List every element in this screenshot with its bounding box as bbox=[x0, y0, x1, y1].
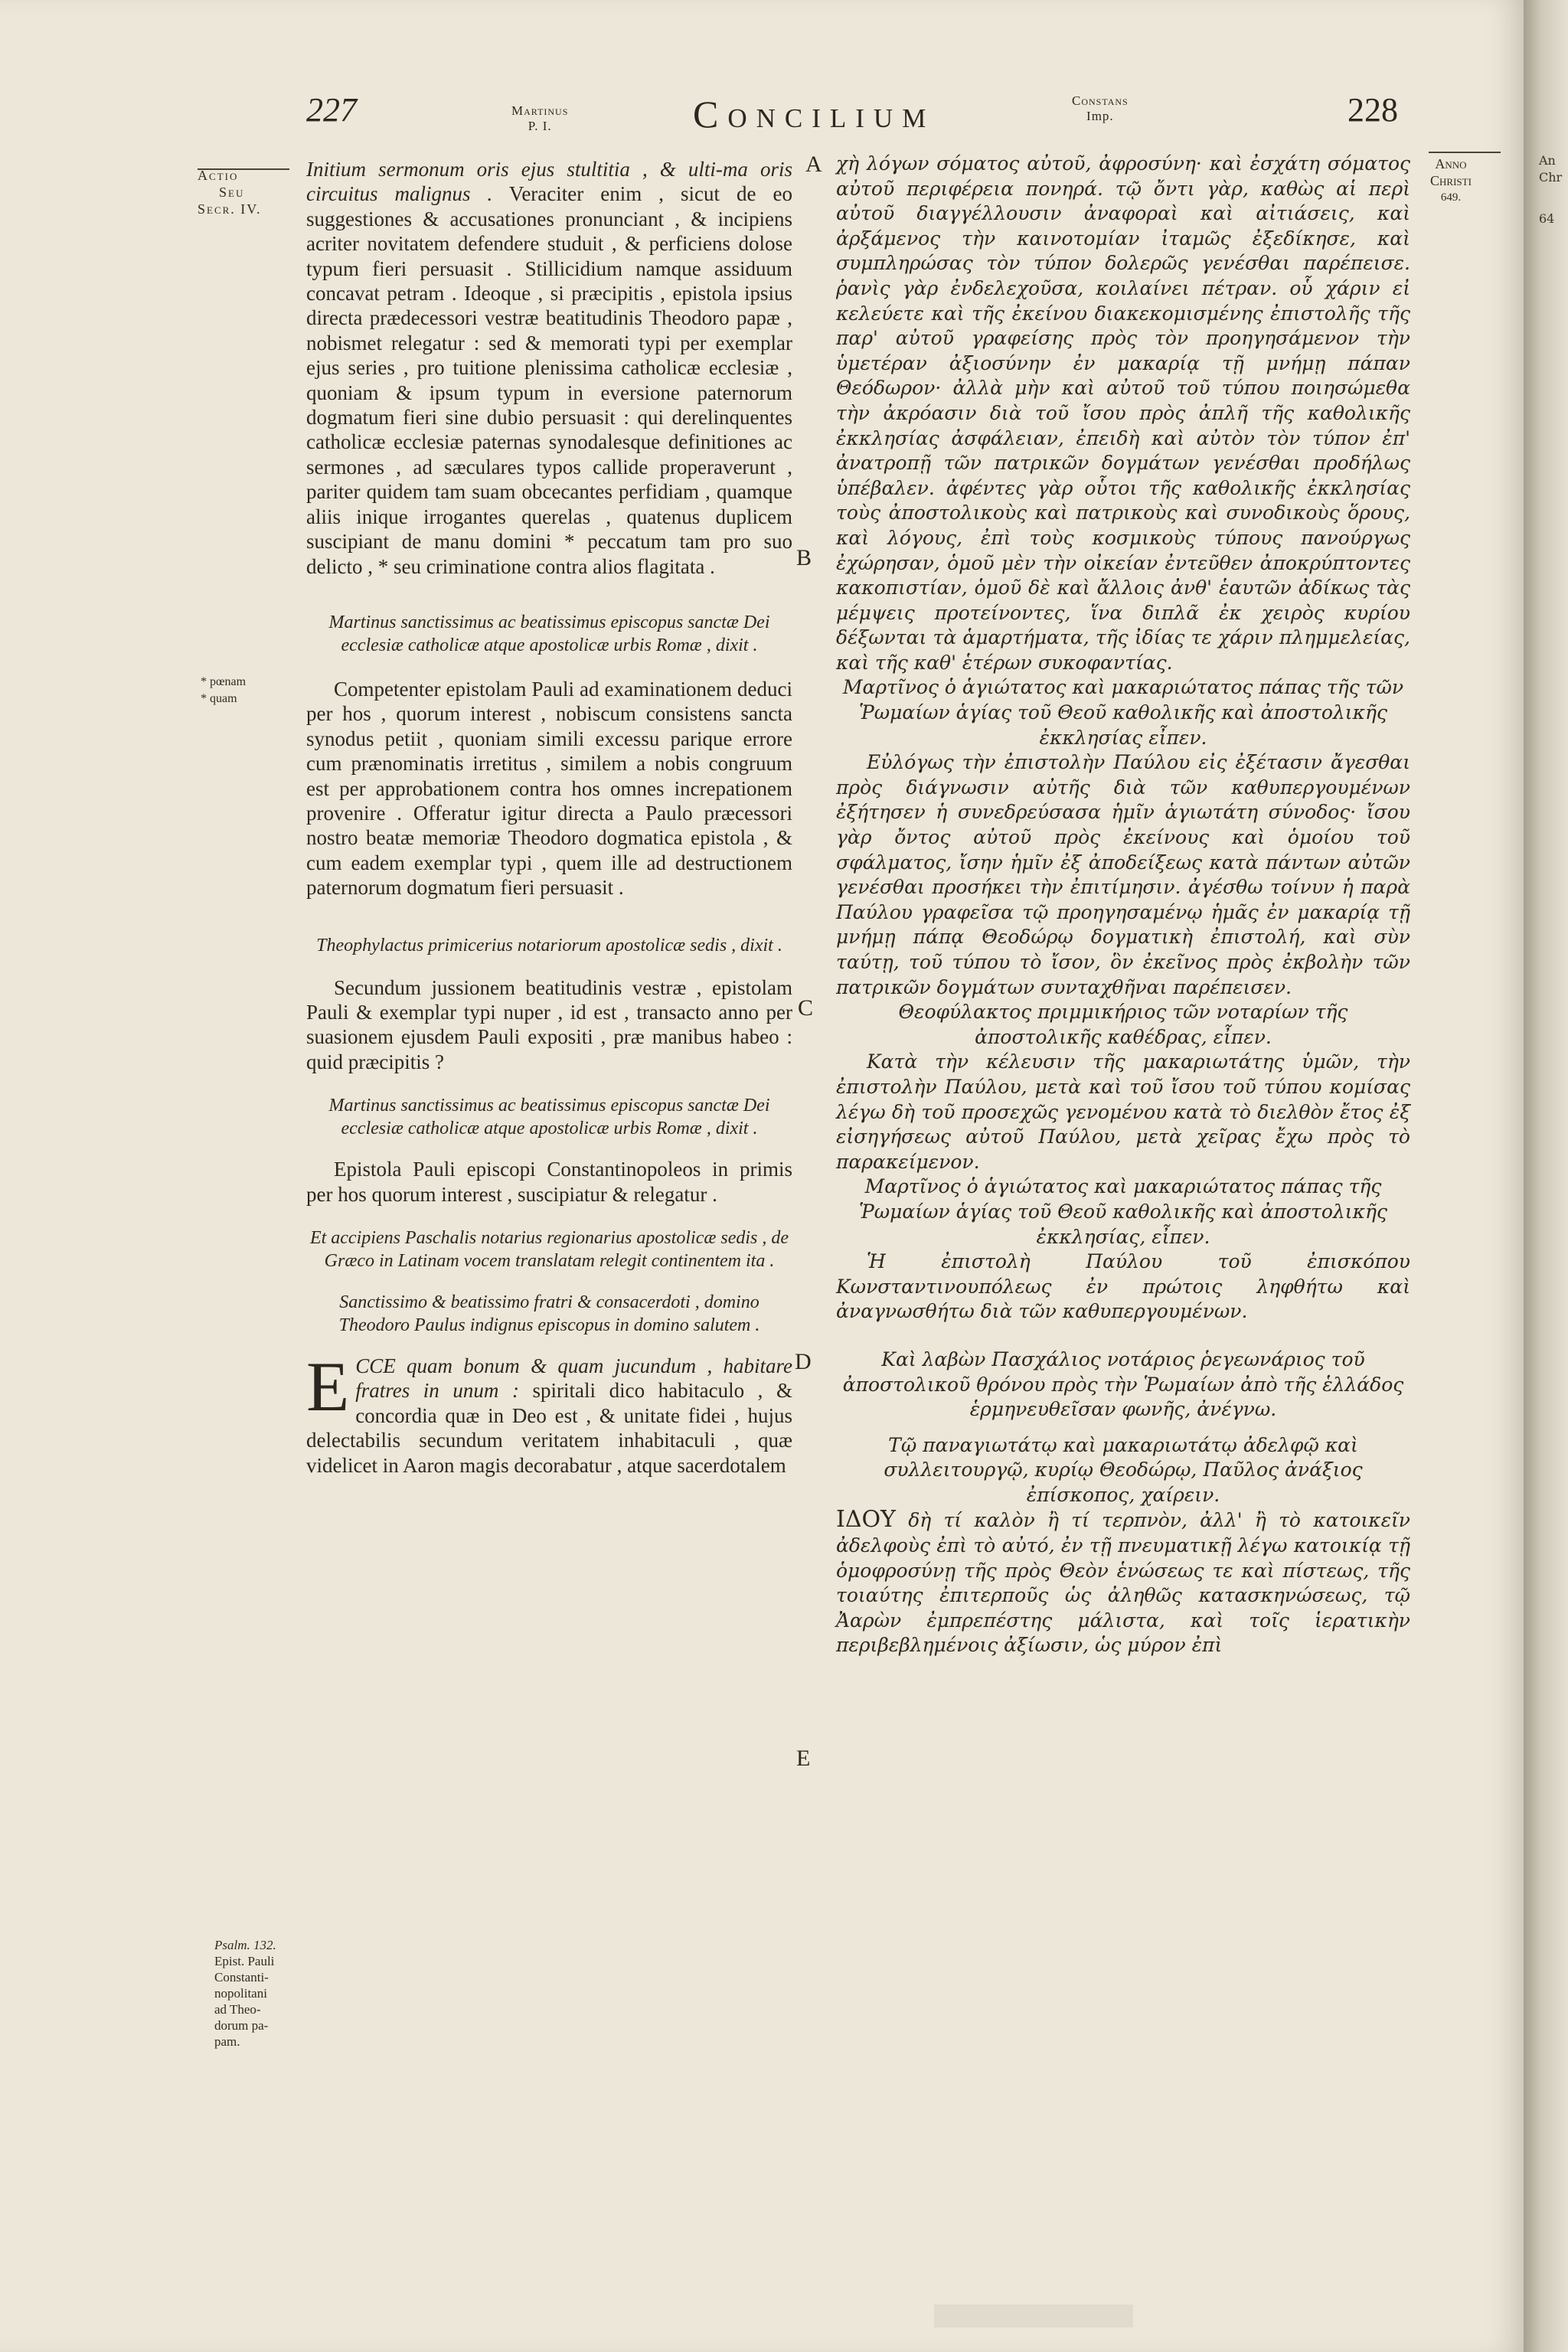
latin-psalm-quote: CCE quam bonum & quam jucundum , habitare fratres in unum : bbox=[355, 1354, 792, 1403]
latin-text: spiritali dico habitaculo , & concordia quæ in Deo est , & unitate fidei , hujus delectabilis secundum veritatem inhabitaculi , quæ videlicet in Aaron magis decorabatur , atque sacerdotalem bbox=[306, 1379, 793, 1477]
latin-paragraph-4: Epistola Pauli episcopi Constantinopoleos in primis per hos quorum interest , suscipiatur & relegatur . bbox=[306, 1158, 792, 1206]
greek-heading-martinus-2: Μαρτῖνος ὁ ἁγιώτατος καὶ μακαριώτατος πάπας τῆς Ῥωμαίων ἁγίας τοῦ Θεοῦ καθολικῆς καὶ ἀποστολικῆς ἐκκλησίας, εἶπεν. bbox=[859, 1175, 1387, 1248]
margin-psalm-reference: Psalm. 132. Epist. Pauli Constanti- nopolitani ad Theo- dorum pa- pam. bbox=[214, 1938, 276, 2049]
margin-anno: Anno Christi 649. bbox=[1430, 156, 1472, 204]
facing-page-edge bbox=[1524, 0, 1568, 2352]
latin-quote: Initium sermonum oris ejus stultitia , & ulti-ma oris circuitus malignus . bbox=[306, 158, 792, 206]
running-head-martinus: Martinus P. I. bbox=[511, 103, 569, 133]
section-marker-b: B bbox=[796, 545, 812, 570]
greek-column bbox=[836, 152, 1410, 1658]
greek-heading-paschalis: Καὶ λαβὼν Πασχάλιος νοτάριος ῥεγεωνάριος τοῦ ἀποστολικοῦ θρόνου πρὸς τὴν Ῥωμαίων ἀπὸ τῆς ἑλλάδος ἑρμηνευθεῖσαν φωνῆς, ἀνέγνω. bbox=[842, 1348, 1404, 1421]
latin-paragraph-5 bbox=[306, 1348, 793, 1478]
latin-text: Veraciter enim , sicut de eo suggestiones & accusationes pronunciant , & incipiens acriter novitatem defendere studuit , & perficiens dolose typum fieri persuasit . Stillicidium namque assiduum concavat petram . Ideoque , si præcipitis , epistola ipsius directa prædecessori vestræ beatitudinis Theodoro papæ , nobismet relegatur : sed & memorati typi per exemplar ejus series , pro tuitione plenissima catholicæ ecclesiæ , quoniam & ipsum typum in eversione paternorum dogmatum fieri sine dubio persuasit : qui derelinquentes catholicæ ecclesiæ paternas synodalesque definitiones ac sermones , ad sæculares typos callide properaverunt , pariter quidem tam suam obcecantes perfidiam , quamque aliis inique irrogantes querelas , quatenus duplicem suscipiant de manu domini * peccatum tam pro suo delicto , * seu criminatione contra alios flagitata . bbox=[306, 182, 792, 578]
section-marker-e: E bbox=[796, 1746, 811, 1771]
section-marker-a: A bbox=[805, 152, 822, 177]
strip-year: 64 bbox=[1539, 211, 1555, 226]
greek-paragraph-5 bbox=[836, 1508, 1410, 1658]
greek-paragraph-1: χὴ λόγων σόματος αὐτοῦ, ἀφροσύνη· καὶ ἐσχάτη σόματος αὐτοῦ περιφέρεια πονηρά. τῷ ὄντι γὰρ, καθὼς αἱ περὶ αὐτοῦ διαγγέλλουσιν ἀναφοραὶ καὶ αἰτιάσεις, καὶ ἀρξάμενος τὴν καινοτομίαν ἰταμῶς ἐξεδίκησε, καὶ συμπληρώσας τὸν τύπον δολερῶς γενέσθαι παρέπεισε. ῥανὶς γὰρ ἐνδελεχοῦσα, κοιλαίνει πέτραν. οὗ χάριν εἰ κελεύετε καὶ τῆς ἐκείνου διακεκομισμένης ἐπιστολῆς τῆς παρ' αὐτοῦ γραφείσης πρὸς τὸν προηγησάμενον τὴν ὑμετέραν ἀξιοσύνην ἐν μακαρίᾳ τῇ μνήμῃ πάπαν Θεόδωρον· ἀλλὰ μὴν καὶ αὐτοῦ τοῦ τύπου ποιησώμεθα τὴν ἀκρόασιν διὰ τοῦ ἴσου πρὸς ἀπλῆ τῆς καθολικῆς ἐκκλησίας ἀσφάλειαν, ἐπειδὴ καὶ αὐτὸν τὸν τύπον ἐπ' ἀνατροπῇ τῶν πατρικῶν δογμάτων γενέσθαι προδήλως ὑπέβαλεν. ἀφέντες γὰρ οὗτοι τῆς καθολικῆς ἐκκλησίας τοὺς ἀποστολικοὺς καὶ πατρικοὺς καὶ συνοδικοὺς ὅρους, καὶ λόγους, ἐπὶ τοὺς κοσμικοὺς τύπους πανούργως ἐχώρησαν, ὁμοῦ μὲν τὴν οἰκείαν ἐντεῦθεν ἀποκρύπτοντες κακοπιστίαν, ὁμοῦ δὲ καὶ ἄλλοις ἀνθ' ἑαυτῶν ἀδίκως τὰς μέμψεις προτείνοντες, ἵνα διπλᾶ ἐκ χειρὸς κυρίου δέξωνται τὰ ἁμαρτήματα, τῆς ἰδίας τε χάριν πλημμελείας, καὶ τῆς καθ' ἑτέρων συκοφαντίας. bbox=[836, 152, 1410, 674]
speaker-heading-martinus-2: Martinus sanctissimus ac beatissimus episcopus sanctæ Dei ecclesiæ catholicæ atque apostolicæ urbis Romæ , dixit . bbox=[328, 1096, 770, 1139]
page-number-right: 228 bbox=[1348, 91, 1398, 129]
section-marker-d: D bbox=[795, 1349, 812, 1374]
letter-salutation: Sanctissimo & beatissimo fratri & consacerdoti , domino Theodoro Paulus indignus episcopus in domino salutem . bbox=[338, 1292, 760, 1335]
latin-paragraph-3: Secundum jussionem beatitudinis vestræ , epistolam Pauli & exemplar typi nuper , id est , transacto anno per suasionem ejusdem Pauli expositi , præ manibus habeo : quid præcipitis ? bbox=[306, 975, 792, 1073]
latin-paragraph-2: Competenter epistolam Pauli ad examinationem deduci per hos , quorum interest , nobiscum consistens sancta synodus petiit , quoniam simili excessu parique errore cum prænominatis irretitus , similem a nobis congruum est per approbationem contra hos omnes increpationem provenire . Offeratur igitur directa a Paulo præcessori nostro beatæ memoriæ Theodoro dogmatica epistola , & cum eadem exemplar typi , quem ille ad destructionem paternorum dogmatum fieri persuasit . bbox=[306, 677, 792, 900]
greek-heading-martinus: Μαρτῖνος ὁ ἁγιώτατος καὶ μακαριώτατος πάπας τῆς τῶν Ῥωμαίων ἁγίας τοῦ Θεοῦ καθολικῆς καὶ ἀποστολικῆς ἐκκλησίας εἶπεν. bbox=[842, 676, 1404, 749]
page-number-left: 227 bbox=[306, 91, 357, 129]
strip-anno: An bbox=[1539, 153, 1556, 168]
greek-paragraph-2: Εὐλόγως τὴν ἐπιστολὴν Παύλου εἰς ἐξέτασιν ἄγεσθαι πρὸς διάγνωσιν αὐτῆς διὰ τῶν καθυπεργουμένων ἐξήτησεν ἡ συνεδρεύσασα ἡμῖν ἁγιωτάτη σύνοδος· ἴσου γὰρ ὄντος αὐτοῦ πρὸς ἐκείνους καὶ ὁμοίου τοῦ σφάλματος, ἴσην ἡμῖν ἐξ ἀποδείξεως κατὰ πάντων αὐτῶν γενέσθαι προσήκει τὴν ἐπιτίμησιν. ἀγέσθω τοίνυν ἡ παρὰ Παύλου γραφεῖσα τῷ προηγησαμένῳ ἡμᾶς ἐν μακαρίᾳ τῇ μνήμῃ πάπᾳ Θεοδώρῳ δογματικὴ ἐπιστολή, καὶ σὺν ταύτῃ, τοῦ τύπου τὸ ἴσον, ὃν ἐκεῖνος πρὸς ἐκβολὴν τῶν πατρικῶν δογμάτων συνταχθῆναι παρέπεισεν. bbox=[836, 751, 1410, 998]
speaker-heading-theophylactus: Theophylactus primicerius notariorum apostolicæ sedis , dixit . bbox=[316, 935, 782, 956]
rule bbox=[1429, 152, 1501, 153]
greek-heading-theophylactus: Θεοφύλακτος πριμμικήριος τῶν νοταρίων τῆς ἀποστολικῆς καθέδρας, εἶπεν. bbox=[898, 1001, 1348, 1048]
latin-column bbox=[306, 157, 792, 1478]
greek-salutation: Τῷ παναγιωτάτῳ καὶ μακαριωτάτῳ ἀδελφῷ καὶ συλλειτουργῷ, κυρίῳ Θεοδώρῳ, Παῦλος ἀνάξιος ἐπίσκοπος, χαίρειν. bbox=[884, 1433, 1363, 1506]
greek-paragraph-4: Ἡ ἐπιστολὴ Παύλου τοῦ ἐπισκόπου Κωνσταντινουπόλεως ἐν πρώτοις ληφθήτω καὶ ἀναγνωσθήτω διὰ τῶν καθυπεργουμένων. bbox=[836, 1250, 1410, 1323]
speaker-heading-paschalis: Et accipiens Paschalis notarius regionarius apostolicæ sedis , de Græco in Latinam vocem translatam relegit continentem ita . bbox=[309, 1228, 789, 1271]
greek-paragraph-3: Κατὰ τὴν κέλευσιν τῆς μακαριωτάτης ὑμῶν, τὴν ἐπιστολὴν Παύλου, μετὰ καὶ τοῦ ἴσου τοῦ τύπου κομίσας λέγω δὴ τοῦ προσεχῶς γενομένου κατὰ τὸ διελθὸν ἔτος ἐξ εἰσηγήσεως αὐτοῦ Παύλου, μετὰ χεῖρας ἔχω πρὸς τὸ παρακείμενον. bbox=[836, 1050, 1410, 1173]
show-through bbox=[934, 2305, 1133, 2328]
margin-variant-notes: * pœnam * quam bbox=[201, 675, 247, 705]
running-title: Concilium bbox=[693, 93, 936, 136]
speaker-heading-martinus: Martinus sanctissimus ac beatissimus episcopus sanctæ Dei ecclesiæ catholicæ atque apostolicæ urbis Romæ , dixit . bbox=[328, 612, 770, 655]
greek-text: δὴ τί καλὸν ἢ τί τερπνὸν, ἀλλ' ἢ τὸ κατοικεῖν ἀδελφοὺς ἐπὶ τὸ αὐτό, ἐν τῇ πνευματικῇ λέγω κατοικίᾳ τῇ ὁμοφροσύνῃ τῆς πρὸς Θεὸν ἑνώσεως τε καὶ πίστεως, τῆς τοιαύτης ἐπιτερποῦς ὡς ἀληθῶς κατασκηνώσεως, τῷ Ἀαρὼν ἐμπρεπέστης μάλιστα, καὶ τοῖς ἱερατικὴν περιβεβλημένοις ἀξίωσιν, ὡς μύρον ἐπὶ bbox=[836, 1509, 1410, 1657]
latin-paragraph-1 bbox=[306, 157, 792, 579]
drop-cap: E bbox=[306, 1348, 350, 1426]
margin-actio: Actio Seu Secr. IV. bbox=[198, 168, 262, 217]
section-marker-c: C bbox=[798, 995, 814, 1021]
greek-initial: ΙΔΟΥ bbox=[836, 1506, 896, 1534]
strip-christi: Chr bbox=[1539, 170, 1563, 185]
running-head-constans: Constans Imp. bbox=[1072, 93, 1129, 123]
